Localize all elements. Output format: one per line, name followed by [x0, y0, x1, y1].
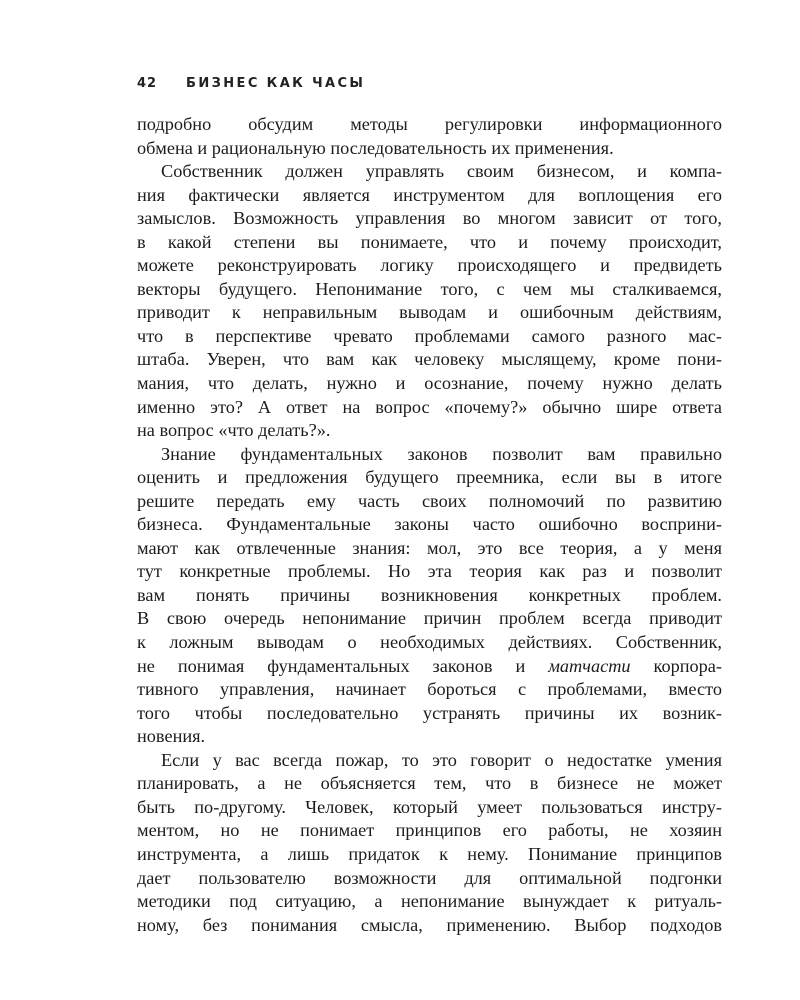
text-line: тивного управления, начинает бороться с проблемами, вместо — [137, 679, 722, 700]
page-number: 42 — [137, 76, 158, 91]
text-line: в какой степени вы понимаете, что и почему происходит, — [137, 231, 722, 252]
text-line: дает пользователю возможности для оптимальной подгонки — [137, 867, 722, 888]
text-line: Собственник должен управлять своим бизнесом, и компа- — [161, 161, 722, 182]
text-line: именно это? А ответ на вопрос «почему?» обычно шире ответа — [137, 396, 722, 417]
text-line: обмена и рациональную последовательность их применения. — [137, 137, 614, 158]
italic-term: матчасти — [548, 655, 631, 676]
text-line: решите передать ему часть своих полномочий по развитию — [137, 490, 722, 511]
text-line: ментом, но не понимает принципов его работы, не хозяин — [137, 820, 722, 841]
text-line: быть по-другому. Человек, который умеет пользоваться инстру- — [137, 796, 722, 817]
text-line: штаба. Уверен, что вам как человеку мыслящему, кроме пони- — [137, 349, 722, 370]
text-line: бизнеса. Фундаментальные законы часто ошибочно восприни- — [137, 514, 722, 535]
text-line: методики под ситуацию, а непонимание вынуждает к ритуаль- — [137, 891, 722, 912]
text-line: Знание фундаментальных законов позволит вам правильно — [161, 443, 722, 464]
text-line: мания, что делать, нужно и осознание, почему нужно делать — [137, 373, 722, 394]
text-line: ному, без понимания смысла, применению. Выбор подходов — [137, 914, 722, 935]
text-line: оценить и предложения будущего преемника, если вы в итоге — [137, 467, 722, 488]
text-line: планировать, а не объясняется тем, что в бизнесе не может — [137, 773, 722, 794]
text-line: вам понять причины возникновения конкретных проблем. — [137, 584, 722, 605]
text-line: того чтобы последовательно устранять причины их возник- — [137, 702, 722, 723]
text-line: новения. — [137, 726, 206, 747]
text-line: подробно обсудим методы регулировки информационного — [137, 114, 722, 134]
text-line: тут конкретные проблемы. Но эта теория как раз и позволит — [137, 561, 722, 582]
text-line: ния фактически является инструментом для воплощения его — [137, 184, 722, 205]
text-line: инструмента, а лишь придаток к нему. Понимание принципов — [137, 843, 722, 864]
running-head — [137, 76, 365, 91]
text-line: мают как отвлеченные знания: мол, это все теория, а у меня — [137, 537, 722, 558]
text-line: приводит к неправильным выводам и ошибочным действиям, — [137, 302, 722, 323]
text-line: замыслов. Возможность управления во многом зависит от того, — [137, 208, 722, 229]
book-title: БИЗНЕС КАК ЧАСЫ — [186, 76, 366, 91]
text-segment: не понимая фундаментальных законов и — [137, 655, 549, 676]
text-line: что в перспективе чревато проблемами самого разного мас- — [137, 325, 722, 346]
text-line: В свою очередь непонимание причин проблем всегда приводит — [137, 608, 722, 629]
text-segment: корпора- — [630, 655, 722, 676]
body-text — [137, 113, 722, 937]
text-line: на вопрос «что делать?». — [137, 420, 331, 441]
text-line: к ложным выводам о необходимых действиях. Собственник, — [137, 632, 722, 653]
text-line — [137, 655, 722, 679]
text-line: можете реконструировать логику происходящего и предвидеть — [137, 255, 722, 276]
text-line: Если у вас всегда пожар, то это говорит о недостатке умения — [161, 749, 722, 770]
text-line: векторы будущего. Непонимание того, с чем мы сталкиваемся, — [137, 278, 722, 299]
